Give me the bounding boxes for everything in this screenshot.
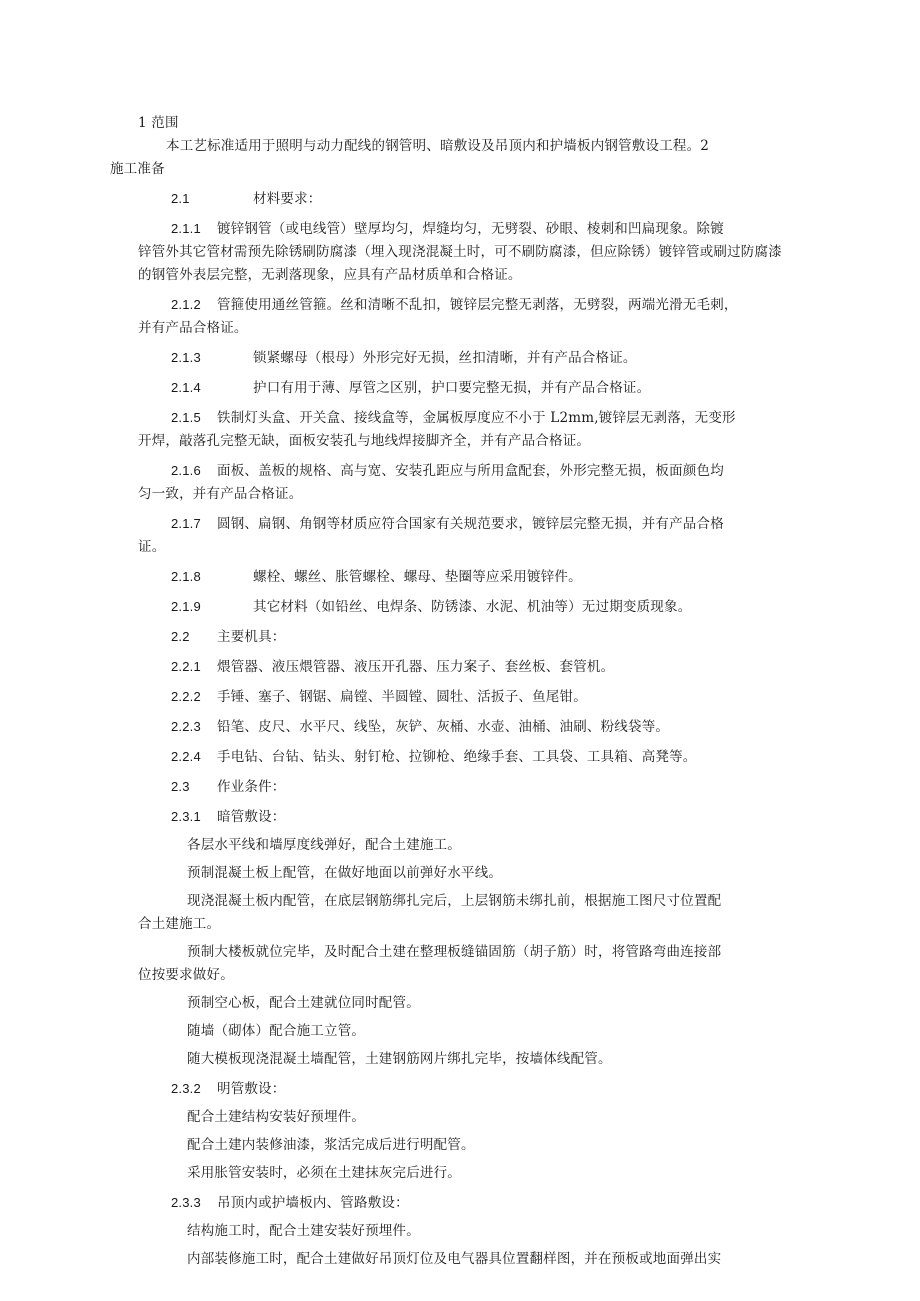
intro-paragraph xyxy=(110,135,784,181)
list-item xyxy=(138,1191,784,1215)
intro-line-2: 施工准备 xyxy=(110,161,165,177)
item-number: 2.1 xyxy=(171,191,190,206)
intro-line-1: 本工艺标准适用于照明与动力配线的钢管明、暗敷设及吊顶内和护墙板内钢管敷设工程。2 xyxy=(166,138,710,154)
item-number: 2.3 xyxy=(171,779,190,794)
item-number: 2.1.6 xyxy=(171,463,201,478)
item-text: 圆钢、扁钢、角钢等材质应符合国家有关规范要求，镀锌层完整无损，并有产品合格 xyxy=(217,516,724,532)
list-item xyxy=(138,406,784,453)
list-item xyxy=(138,187,784,211)
item-text: 锁紧螺母（根母）外形完好无损，丝扣清晰，并有产品合格证。 xyxy=(253,350,637,366)
item-text: 管箍使用通丝管箍。丝和清晰不乱扣，镀锌层完整无剥落，无劈裂，两端光滑无毛刺， xyxy=(217,297,738,313)
sub-text: 预制大楼板就位完毕，及时配合土建在整理板缝锚固筋（胡子筋）时，将管路弯曲连接部 xyxy=(187,944,722,960)
list-item xyxy=(138,293,784,340)
item-number: 2.2.3 xyxy=(171,719,201,734)
sub-paragraph xyxy=(138,992,784,1015)
item-text: 暗管敷设： xyxy=(217,809,286,825)
sub-paragraph xyxy=(138,1220,784,1243)
list-item xyxy=(138,715,784,739)
sub-paragraph xyxy=(138,1162,784,1185)
sub-text: 配合土建结构安装好预埋件。 xyxy=(187,1109,366,1125)
sub-text: 结构施工时，配合土建安装好预埋件。 xyxy=(187,1223,420,1239)
item-text: 材料要求： xyxy=(253,191,322,207)
sub-continuation: 位按要求做好。 xyxy=(138,967,234,983)
item-continuation: 并有产品合格证。 xyxy=(138,320,248,336)
item-text: 铅笔、皮尺、水平尺、线坠，灰铲、灰桶、水壶、油桶、油刷、粉线袋等。 xyxy=(217,719,670,735)
item-text: 手电钻、台钻、钻头、射钉枪、拉铆枪、绝缘手套、工具袋、工具箱、高凳等。 xyxy=(217,749,697,765)
item-number: 2.1.1 xyxy=(171,221,201,236)
item-number: 2.1.3 xyxy=(171,350,201,365)
sub-text: 各层水平线和墙厚度线弹好，配合土建施工。 xyxy=(187,837,461,853)
sub-text: 随大模板现浇混凝土墙配管，土建钢筋网片绑扎完毕，按墙体线配管。 xyxy=(187,1051,612,1067)
item-text: 煨管器、液压煨管器、液压开孔器、压力案子、套丝板、套管机。 xyxy=(217,659,615,675)
list-item xyxy=(138,217,784,287)
item-text: 面板、盖板的规格、高与宽、安装孔距应与所用盒配套，外形完整无损，板面颜色均 xyxy=(217,463,724,479)
item-text: 手锤、塞子、钢锯、扁镗、半圆镗、圆牡、活扳子、鱼尾钳。 xyxy=(217,689,587,705)
item-number: 2.1.5 xyxy=(171,410,201,425)
item-continuation: 证。 xyxy=(138,539,166,555)
item-number: 2.1.8 xyxy=(171,569,201,584)
item-text: 其它材料（如铅丝、电焊条、防锈漆、水泥、机油等）无过期变质现象。 xyxy=(253,599,692,615)
sub-paragraph xyxy=(138,1134,784,1157)
sub-paragraph xyxy=(138,941,784,987)
sub-text: 预制混凝土板上配管，在做好地面以前弹好水平线。 xyxy=(187,865,503,881)
list-item xyxy=(138,565,784,589)
item-number: 2.2.2 xyxy=(171,689,201,704)
list-item xyxy=(138,805,784,829)
item-number: 2.1.7 xyxy=(171,516,201,531)
sub-paragraph xyxy=(138,1248,784,1271)
sub-continuation: 合土建施工。 xyxy=(138,916,221,932)
list-item xyxy=(138,685,784,709)
item-text: 螺栓、螺丝、胀管螺栓、螺母、垫圈等应采用镀锌件。 xyxy=(253,569,582,585)
sub-paragraph xyxy=(138,1020,784,1043)
list-item xyxy=(138,595,784,619)
item-text: 主要机具： xyxy=(217,629,286,645)
sub-paragraph xyxy=(138,834,784,857)
sub-paragraph xyxy=(138,862,784,885)
item-number: 2.2.4 xyxy=(171,749,201,764)
item-number: 2.2 xyxy=(171,629,190,644)
item-number: 2.3.3 xyxy=(171,1195,201,1210)
list-item xyxy=(138,376,784,400)
item-number: 2.3.2 xyxy=(171,1081,201,1096)
sub-text: 采用胀管安装时，必须在土建抹灰完后进行。 xyxy=(187,1165,461,1181)
list-item xyxy=(138,1077,784,1101)
list-item xyxy=(138,775,784,799)
item-continuation: 锌管外其它管材需预先除锈刷防腐漆（埋入现浇混凝土时，可不刷防腐漆，但应除锈）镀锌管或刷过防腐漆的钢管外表层完整，无剥落现象，应具有产品材质单和合格证。 xyxy=(138,244,782,283)
sub-paragraph xyxy=(138,890,784,936)
item-text: 铁制灯头盒、开关盒、接线盒等，金属板厚度应不小于 L2mm,镀锌层无剥落，无变形 xyxy=(217,410,736,426)
list-item xyxy=(138,346,784,370)
item-number: 2.2.1 xyxy=(171,659,201,674)
item-text: 吊顶内或护墙板内、管路敷设： xyxy=(217,1195,409,1211)
item-text: 明管敷设： xyxy=(217,1081,286,1097)
section-heading-scope: 1 范围 xyxy=(138,115,179,131)
sub-text: 内部装修施工时，配合土建做好吊顶灯位及电气器具位置翻样图，并在预板或地面弹出实 xyxy=(187,1251,722,1267)
list-item xyxy=(138,512,784,559)
sub-text: 配合土建内装修油漆，浆活完成后进行明配管。 xyxy=(187,1137,475,1153)
item-text: 镀锌钢管（或电线管）壁厚均匀，焊缝均匀，无劈裂、砂眼、棱刺和凹扁现象。除镀 xyxy=(217,221,724,237)
item-number: 2.3.1 xyxy=(171,809,201,824)
sub-text: 预制空心板，配合土建就位同时配管。 xyxy=(187,995,420,1011)
document-body xyxy=(110,112,784,1271)
list-item xyxy=(138,459,784,506)
item-number: 2.1.4 xyxy=(171,380,201,395)
list-item xyxy=(138,655,784,679)
item-text: 作业条件： xyxy=(217,779,286,795)
item-number: 2.1.9 xyxy=(171,599,201,614)
list-item xyxy=(138,745,784,769)
list-item xyxy=(138,625,784,649)
item-continuation: 开焊，敲落孔完整无缺，面板安装孔与地线焊接脚齐全，并有产品合格证。 xyxy=(138,433,591,449)
item-number: 2.1.2 xyxy=(171,297,201,312)
sub-text: 现浇混凝土板内配管，在底层钢筋绑扎完后，上层钢筋未绑扎前，根据施工图尺寸位置配 xyxy=(187,893,722,909)
item-continuation: 匀一致，并有产品合格证。 xyxy=(138,486,303,502)
item-text: 护口有用于薄、厚管之区别，护口要完整无损，并有产品合格证。 xyxy=(253,380,651,396)
sub-paragraph xyxy=(138,1048,784,1071)
sub-text: 随墙（砌体）配合施工立管。 xyxy=(187,1023,366,1039)
sub-paragraph xyxy=(138,1106,784,1129)
